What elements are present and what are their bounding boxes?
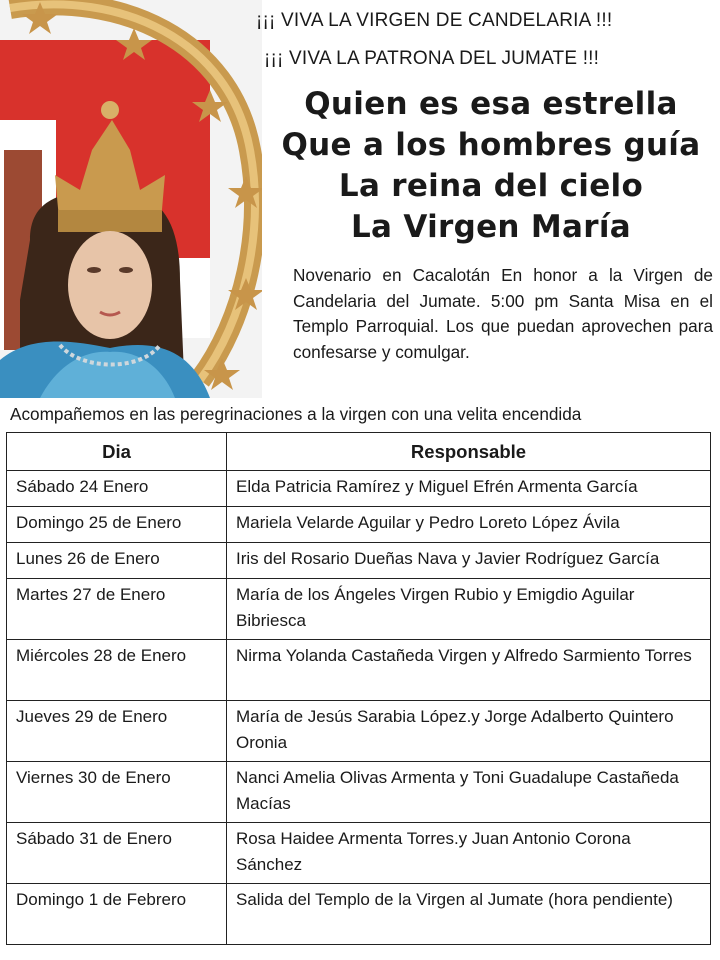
cell-dia: Martes 27 de Enero (7, 579, 227, 640)
cell-responsable: Elda Patricia Ramírez y Miguel Efrén Armenta García (227, 471, 711, 507)
cell-responsable: Nanci Amelia Olivas Armenta y Toni Guadalupe Castañeda Macías (227, 762, 711, 823)
table-row (7, 579, 711, 640)
table-row (7, 701, 711, 762)
verse-line: La Virgen María (350, 209, 631, 245)
table-row (7, 640, 711, 701)
viva-line-1: ¡¡¡ VIVA LA VIRGEN DE CANDELARIA !!! (256, 10, 613, 31)
cell-responsable: Salida del Templo de la Virgen al Jumate (hora pendiente) (227, 884, 711, 945)
intro-text: Acompañemos en las peregrinaciones a la virgen con una velita encendida (10, 404, 582, 424)
schedule-table (6, 432, 711, 945)
column-header-responsable: Responsable (227, 433, 711, 471)
table-row (7, 543, 711, 579)
cell-responsable: Mariela Velarde Aguilar y Pedro Loreto López Ávila (227, 507, 711, 543)
cell-dia: Domingo 25 de Enero (7, 507, 227, 543)
cell-responsable: Rosa Haidee Armenta Torres.y Juan Antonio Corona Sánchez (227, 823, 711, 884)
cell-dia: Miércoles 28 de Enero (7, 640, 227, 701)
cell-dia: Sábado 31 de Enero (7, 823, 227, 884)
table-row (7, 762, 711, 823)
verse-block (262, 84, 720, 248)
table-row (7, 507, 711, 543)
cell-dia: Lunes 26 de Enero (7, 543, 227, 579)
table-row (7, 471, 711, 507)
cell-dia: Viernes 30 de Enero (7, 762, 227, 823)
cell-responsable: Iris del Rosario Dueñas Nava y Javier Rodríguez García (227, 543, 711, 579)
cell-responsable: María de Jesús Sarabia López.y Jorge Adalberto Quintero Oronia (227, 701, 711, 762)
cell-dia: Jueves 29 de Enero (7, 701, 227, 762)
cell-dia: Domingo 1 de Febrero (7, 884, 227, 945)
verse-line: Quien es esa estrella (304, 86, 678, 122)
table-row (7, 884, 711, 945)
verse-line: La reina del cielo (338, 168, 644, 204)
table-row (7, 823, 711, 884)
cell-responsable: María de los Ángeles Virgen Rubio y Emigdio Aguilar Bibriesca (227, 579, 711, 640)
novena-paragraph: Novenario en Cacalotán En honor a la Virgen de Candelaria del Jumate. 5:00 pm Santa Misa en el Templo Parroquial. Los que puedan aprovechen para confesarse y comulgar. (293, 265, 713, 362)
virgin-statue-photo (0, 0, 262, 398)
verse-line: Que a los hombres guía (281, 127, 701, 163)
header-section (256, 0, 720, 400)
cell-responsable: Nirma Yolanda Castañeda Virgen y Alfredo Sarmiento Torres (227, 640, 711, 701)
viva-line-2: ¡¡¡ VIVA LA PATRONA DEL JUMATE !!! (264, 48, 600, 69)
table-header-row (7, 433, 711, 471)
column-header-dia: Dia (7, 433, 227, 471)
cell-dia: Sábado 24 Enero (7, 471, 227, 507)
